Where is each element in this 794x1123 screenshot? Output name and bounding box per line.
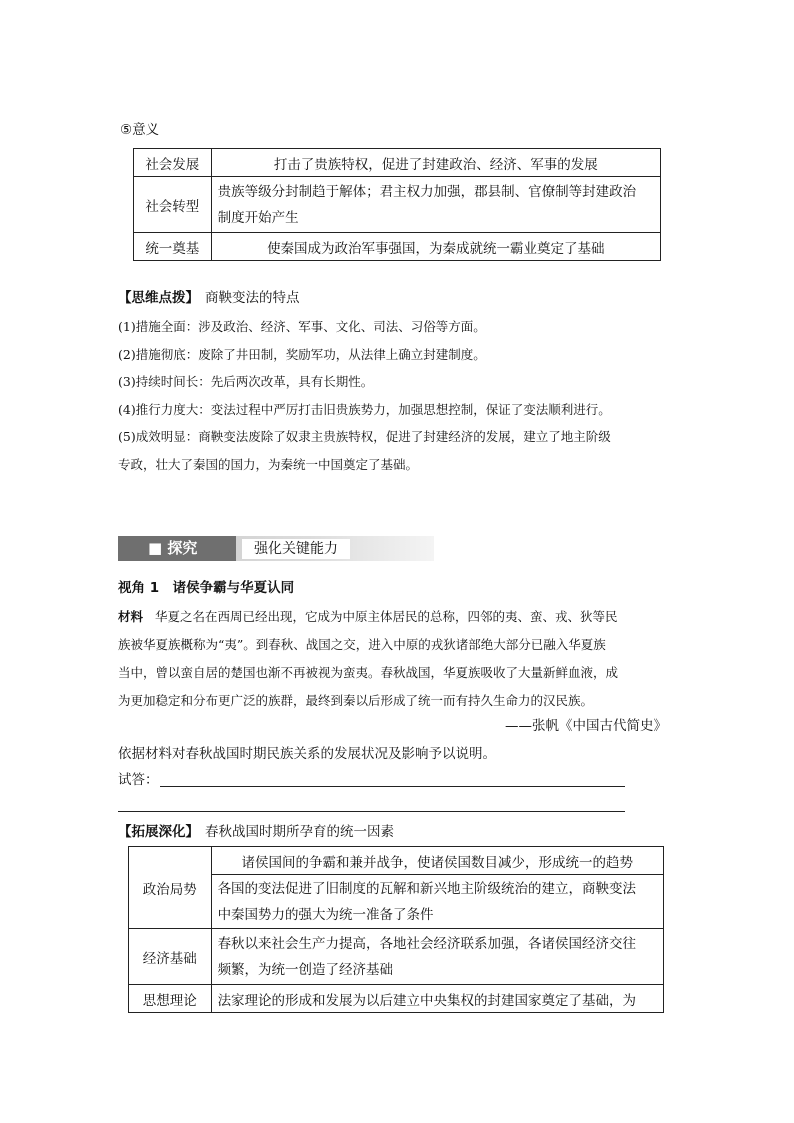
extension-table: [128, 846, 664, 1013]
table-row: [129, 847, 664, 875]
extension-heading: [118, 822, 394, 842]
table-row: [129, 929, 664, 985]
list-item: 专政，壮大了秦国的国力，为秦统一中国奠定了基础。: [118, 456, 419, 472]
answer-line[interactable]: [118, 811, 625, 812]
row-label: 思想理论: [129, 985, 212, 1013]
material-block: [118, 603, 678, 715]
row-content-line: 频繁，为统一创造了经济基础: [217, 961, 394, 978]
table-row: [129, 985, 664, 1013]
row-label: 统一奠基: [134, 233, 212, 261]
row-content-line: 春秋以来社会生产力提高，各地社会经济联系加强，各诸侯国经济交往: [217, 935, 637, 952]
list-item: (5)成效明显：商鞅变法废除了奴隶主贵族特权，促进了封建经济的发展，建立了地主阶级: [118, 429, 611, 444]
question-text: 依据材料对春秋战国时期民族关系的发展状况及影响予以说明。: [118, 746, 496, 762]
list-item: (1)措施全面：涉及政治、经济、军事、文化、司法、习俗等方面。: [118, 319, 486, 334]
row-content-line: 贵族等级分封制趋于解体；君主权力加强，郡县制、官僚制等封建政治: [217, 183, 637, 200]
row-content-line: 制度开始产生: [217, 209, 299, 226]
answer-line[interactable]: [160, 786, 625, 787]
table-row: [134, 149, 661, 177]
extension-title: 春秋战国时期所孕育的统一因素: [205, 824, 394, 840]
material-line: 当中，曾以蛮自居的楚国也渐不再被视为蛮夷。春秋战国，华夏族吸收了大量新鲜血液，成: [118, 665, 619, 680]
tips-heading: [118, 288, 300, 308]
row-content: 打击了贵族特权，促进了封建政治、经济、军事的发展: [211, 149, 660, 177]
tips-list: [118, 313, 611, 478]
row-label: 社会发展: [134, 149, 212, 177]
list-item: (2)措施彻底：废除了井田制，奖励军功，从法律上确立封建制度。: [118, 346, 486, 362]
row-content: 诸侯国间的争霸和兼并战争，使诸侯国数目减少，形成统一的趋势: [211, 847, 663, 875]
material-line: 为更加稳定和分布更广泛的族群，最终到秦以后形成了统一而有持久生命力的汉民族。: [118, 693, 594, 708]
row-label: 政治局势: [129, 847, 212, 929]
list-item: (3)持续时间长：先后两次改革，具有长期性。: [118, 374, 374, 389]
table-row: [134, 177, 661, 233]
tips-title: 商鞅变法的特点: [205, 290, 300, 306]
list-item: (4)推行力度大：变法过程中严厉打击旧贵族势力，加强思想控制，保证了变法顺利进行。: [118, 401, 611, 417]
significance-heading: ⑤意义: [120, 122, 160, 138]
material-line: 族被华夏族概称为“夷”。到春秋、战国之交，进入中原的戎狄诸部绝大部分已融入华夏族: [118, 637, 606, 652]
row-content: 使秦国成为政治军事强国，为秦成就统一霸业奠定了基础: [211, 233, 660, 261]
row-content-line: 各国的变法促进了旧制度的瓦解和新兴地主阶级统治的建立，商鞅变法: [217, 880, 637, 897]
banner-sub: 强化关键能力: [242, 539, 350, 559]
material-source: ——张帆《中国古代简史》: [505, 718, 667, 734]
perspective-title: 视角 1 诸侯争霸与华夏认同: [118, 580, 295, 596]
row-content: 法家理论的形成和发展为以后建立中央集权的封建国家奠定了基础，为: [211, 985, 663, 1013]
answer-label: 试答：: [118, 772, 159, 788]
explore-banner: [118, 536, 434, 561]
extension-tag: 【拓展深化】: [118, 824, 199, 840]
row-content: [211, 177, 660, 233]
row-content: [211, 875, 663, 929]
row-content: [211, 929, 663, 985]
banner-main: ■ 探究: [118, 536, 236, 561]
tips-tag: 【思维点拨】: [118, 290, 199, 306]
row-content-line: 中秦国势力的强大为统一准备了条件: [217, 906, 434, 923]
row-label: 经济基础: [129, 929, 212, 985]
material-line: 材料 华夏之名在西周已经出现，它成为中原主体居民的总称，四邻的夷、蛮、戎、狄等民: [118, 609, 618, 624]
row-label: 社会转型: [134, 177, 212, 233]
significance-table: [133, 148, 661, 261]
material-label: 材料: [118, 609, 144, 624]
table-row: [134, 233, 661, 261]
